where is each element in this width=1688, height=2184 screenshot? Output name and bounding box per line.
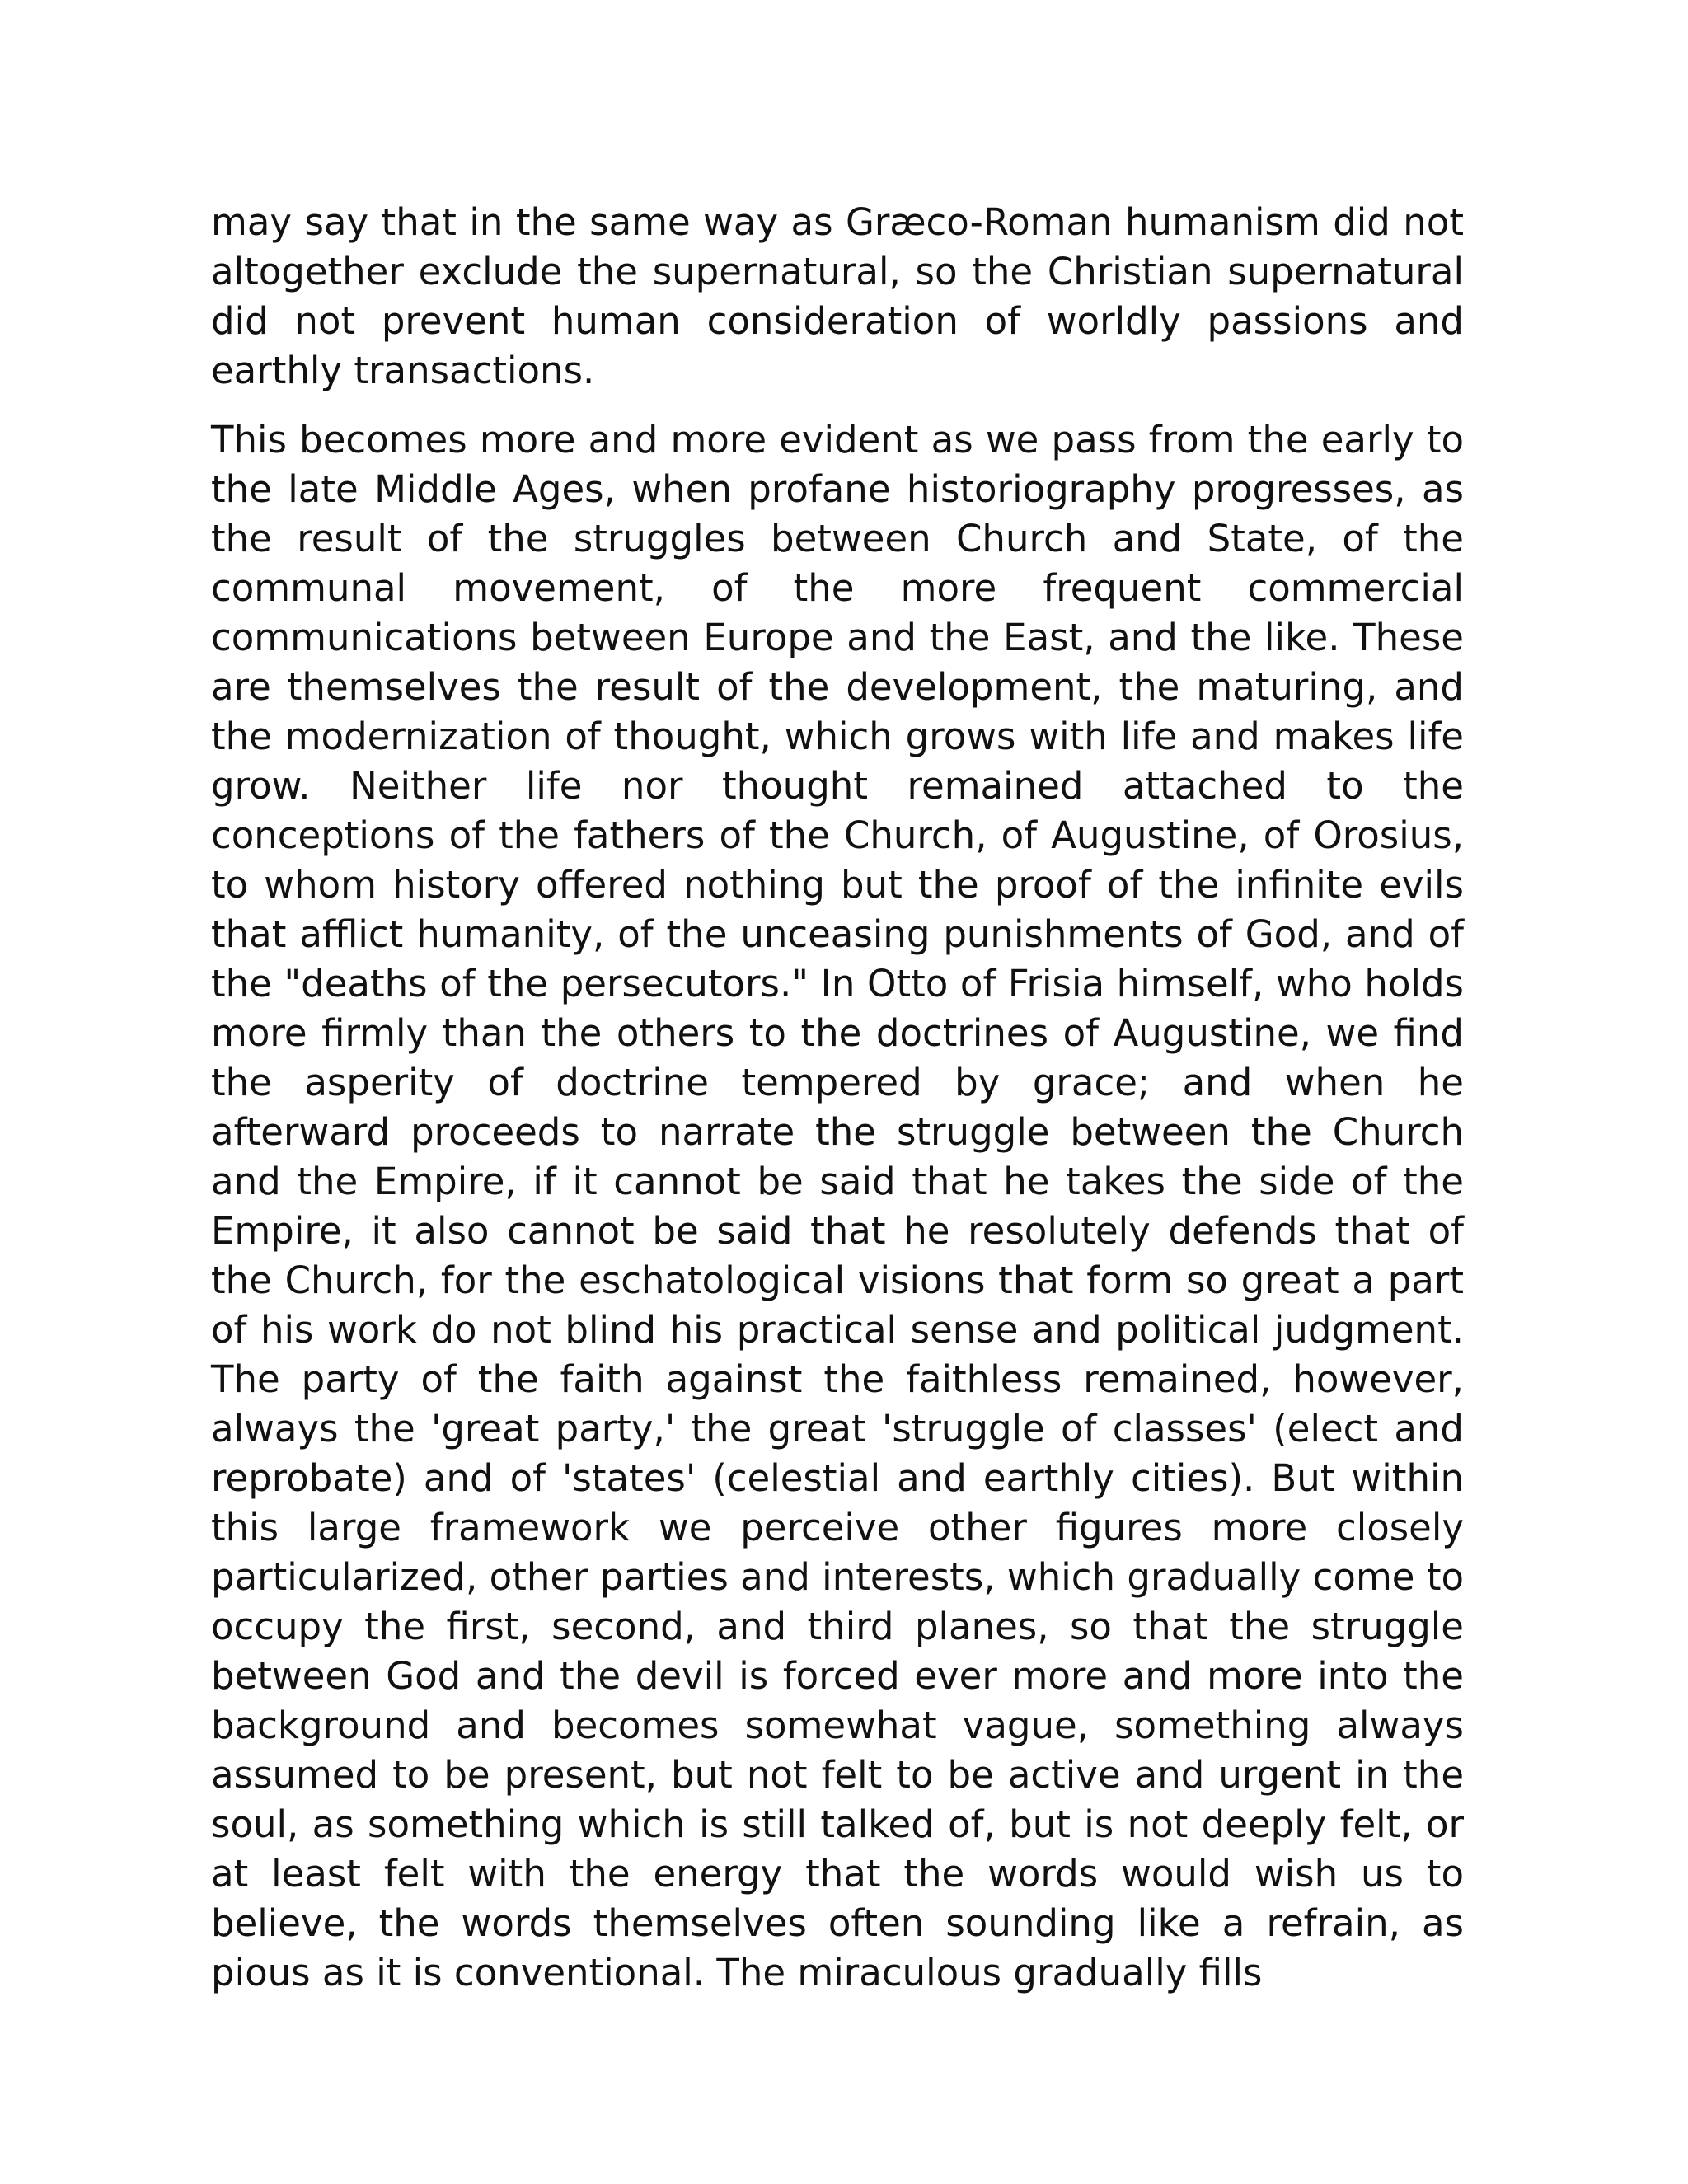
document-page [211, 198, 1464, 1998]
paragraph-continuation: may say that in the same way as Græco-Roman humanism did not altogether exclude the supernatural, so the Christian supernatural did not prevent human consideration of worldly passions and earthly transactions. [211, 200, 1464, 392]
paragraph-main: This becomes more and more evident as we pass from the early to the late Middle Ages, when profane historiography progresses, as the result of the struggles between Church and State, of the communal movement, of the more frequent commercial communications between Europe and the East, and the like. These are themselves the result of the development, the maturing, and the modernization of thought, which grows with life and makes life grow. Neither life nor thought remained attached to the conceptions of the fathers of the Church, of Augustine, of Orosius, to whom history offered nothing but the proof of the infinite evils that afflict humanity, of the unceasing punishments of God, and of the "deaths of the persecutors." In Otto of Frisia himself, who holds more firmly than the others to the doctrines of Augustine, we find the asperity of doctrine tempered by grace; and when he afterward proceeds to narrate the struggle between the Church and the Empire, if it cannot be said that he takes the side of the Empire, it also cannot be said that he resolutely defends that of the Church, for the eschatological visions that form so great a part of his work do not blind his practical sense and political judgment. The party of the faith against the faithless remained, however, always the 'great party,' the great 'struggle of classes' (elect and reprobate) and of 'states' (celestial and earthly cities). But within this large framework we perceive other figures more closely particularized, other parties and interests, which gradually come to occupy the first, second, and third planes, so that the struggle between God and the devil is forced ever more and more into the background and becomes somewhat vague, something always assumed to be present, but not felt to be active and urgent in the soul, as something which is still talked of, but is not deeply felt, or at least felt with the energy that the words would wish us to believe, the words themselves often sounding like a refrain, as pious as it is conventional. The miraculous gradually fills [211, 418, 1464, 1994]
